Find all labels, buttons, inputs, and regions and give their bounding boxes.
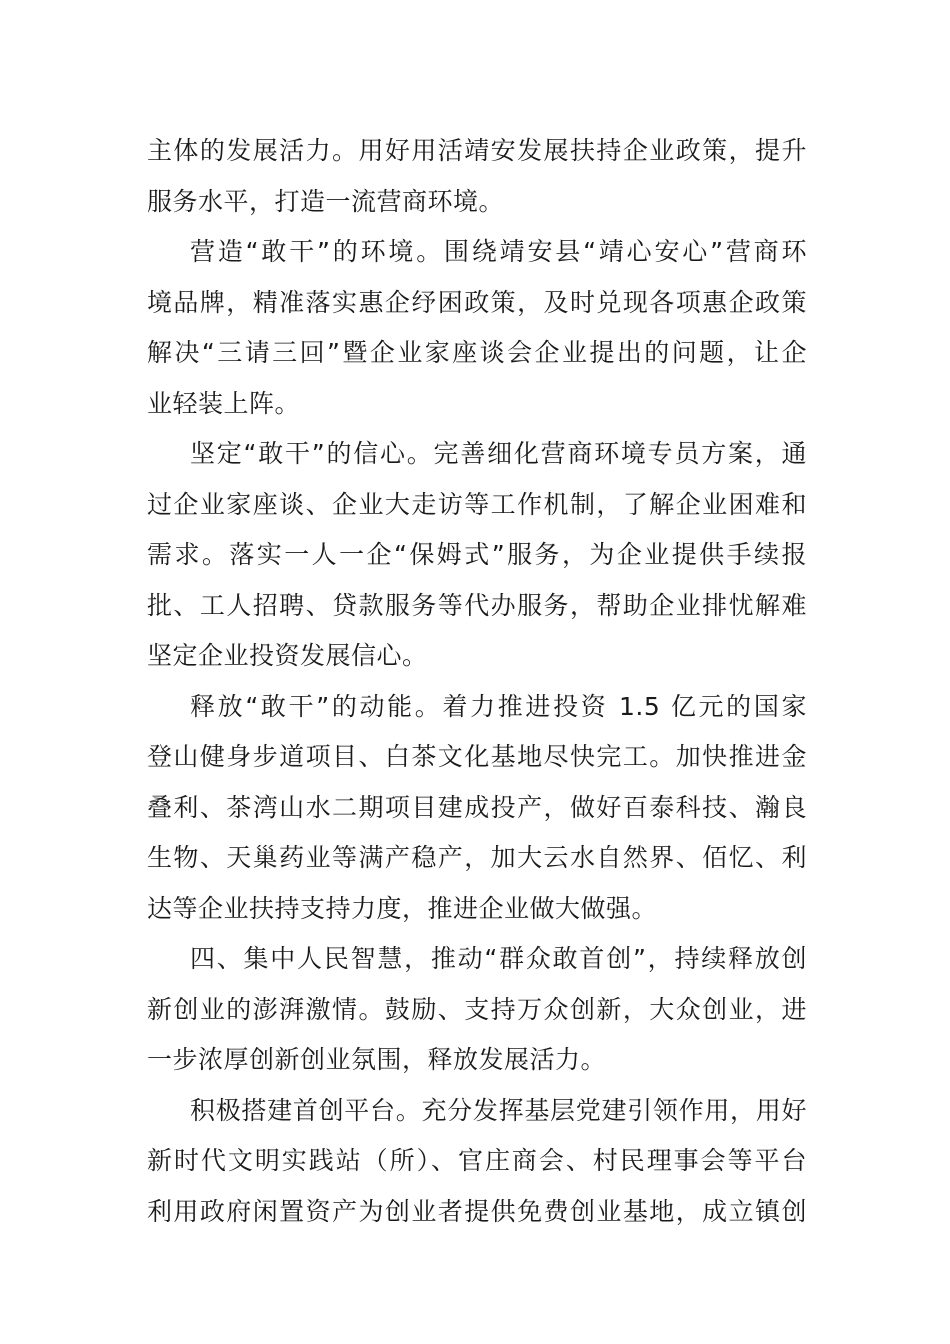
document-body — [147, 126, 807, 1237]
paragraph-first-line: 坚定“敢干”的信心。完善细化营商环境专员方案，通 — [190, 439, 807, 468]
text-line: 服务水平，打造一流营商环境。 — [147, 186, 505, 216]
text-line: 新创业的澎湃激情。鼓励、支持万众创新，大众创业，进 — [147, 994, 807, 1024]
text-line: 坚定企业投资发展信心。 — [147, 641, 428, 670]
paragraph-first-line: 释放“敢干”的动能。着力推进投资 1.5 亿元的国家 — [190, 691, 807, 721]
paragraph-first-line: 积极搭建首创平台。充分发挥基层党建引领作用，用好 — [190, 1095, 807, 1125]
text-line: 过企业家座谈、企业大走访等工作机制，了解企业困难和 — [147, 489, 807, 519]
text-line: 利用政府闲置资产为创业者提供免费创业基地，成立镇创 — [147, 1196, 807, 1226]
text-line: 解决“三请三回”暨企业家座谈会企业提出的问题，让企 — [147, 338, 807, 367]
text-line: 达等企业扶持支持力度，推进企业做大做强。 — [147, 893, 658, 923]
text-line: 生物、天巢药业等满产稳产，加大云水自然界、佰忆、利 — [147, 843, 807, 872]
text-line: 业轻装上阵。 — [147, 388, 301, 418]
text-line: 需求。落实一人一企“保姆式”服务，为企业提供手续报 — [147, 540, 807, 569]
text-line: 登山健身步道项目、白茶文化基地尽快完工。加快推进金 — [147, 742, 807, 771]
text-line: 新时代文明实践站（所）、官庄商会、村民理事会等平台 — [147, 1146, 807, 1175]
text-line: 境品牌，精准落实惠企纾困政策，及时兑现各项惠企政策 — [147, 287, 807, 317]
text-line: 一步浓厚创新创业氛围，释放发展活力。 — [147, 1045, 607, 1074]
text-line: 叠利、茶湾山水二期项目建成投产，做好百泰科技、瀚良 — [147, 792, 807, 822]
paragraph-first-line: 营造“敢干”的环境。围绕靖安县“靖心安心”营商环 — [190, 237, 807, 266]
paragraph-first-line: 四、集中人民智慧，推动“群众敢首创”，持续释放创 — [190, 944, 807, 973]
text-line: 主体的发展活力。用好用活靖安发展扶持企业政策，提升 — [147, 136, 807, 165]
text-line: 批、工人招聘、贷款服务等代办服务，帮助企业排忧解难 — [147, 590, 807, 620]
